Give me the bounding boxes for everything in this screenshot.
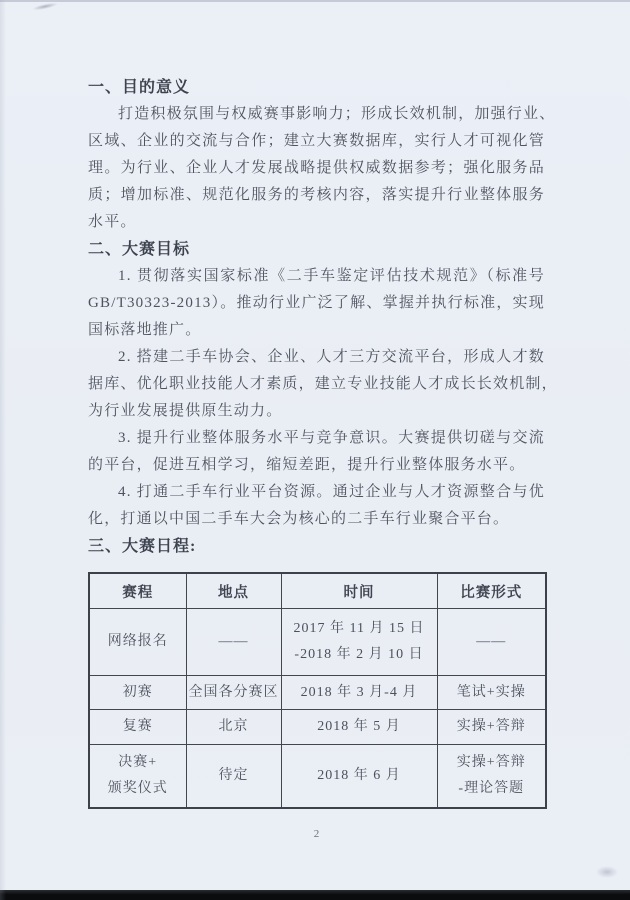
section-heading-purpose: 一、目的意义 (88, 79, 191, 96)
cell-stage: 复赛 (89, 710, 186, 745)
text-line: 理。为行业、企业人才发展战略提供权威数据参考；强化服务品 (88, 160, 545, 176)
text-line: 打造积极氛围与权威赛事影响力；形成长效机制，加强行业、 (118, 106, 556, 122)
cell-format: 实操+答辩 -理论答题 (437, 745, 546, 809)
cell-location: 待定 (186, 745, 281, 809)
text-line: 2. 搭建二手车协会、企业、人才三方交流平台，形成人才数 (118, 349, 545, 365)
text-line: 水平。 (88, 214, 137, 230)
cell-stage: 决赛+ 颁奖仪式 (89, 745, 186, 809)
cell-location: 全国各分赛区 (186, 676, 281, 710)
table-row-final (89, 745, 546, 809)
cell-time: 2018 年 3 月-4 月 (281, 676, 437, 710)
page-content (88, 74, 558, 841)
text-line: 据库、优化职业技能人才素质，建立专业技能人才成长长效机制， (88, 376, 558, 392)
cell-location: 北京 (186, 710, 281, 745)
text-line: 的平台，促进互相学习，缩短差距，提升行业整体服务水平。 (88, 457, 526, 473)
table-row-semifinal (89, 710, 546, 745)
text-line: GB/T30323-2013）。推动行业广泛了解、掌握并执行标准，实现 (88, 295, 545, 311)
cell-time: 2017 年 11 月 15 日 -2018 年 2 月 10 日 (281, 609, 437, 676)
cell-stage: 初赛 (89, 676, 186, 710)
text-line: 4. 打通二手车行业平台资源。通过企业与人才资源整合与优 (118, 484, 545, 500)
cell-format: —— (437, 609, 546, 676)
section-heading-schedule: 三、大赛日程: (88, 538, 197, 555)
table-row-registration (89, 609, 546, 676)
scan-edge-band (0, 890, 630, 900)
text-line: 3. 提升行业整体服务水平与竞争意识。大赛提供切磋与交流 (118, 430, 545, 446)
text-line: 质；增加标准、规范化服务的考核内容，落实提升行业整体服务 (88, 187, 545, 203)
page-number: 2 (313, 828, 320, 840)
cell-location: —— (186, 609, 281, 676)
text-line: 国标落地推广。 (88, 322, 202, 338)
scan-smudge (596, 866, 618, 878)
cell-time: 2018 年 6 月 (281, 745, 437, 809)
column-header-stage: 赛程 (89, 573, 186, 609)
cell-time: 2018 年 5 月 (281, 710, 437, 745)
schedule-table (88, 572, 547, 809)
text-line: 1. 贯彻落实国家标准《二手车鉴定评估技术规范》（标准号 (118, 268, 545, 284)
column-header-location: 地点 (186, 573, 281, 609)
cell-format: 实操+答辩 (437, 710, 546, 745)
cell-format: 笔试+实操 (437, 676, 546, 710)
scan-smudge (32, 1, 58, 11)
text-line: 化，打通以中国二手车大会为核心的二手车行业聚合平台。 (88, 511, 510, 527)
text-line: 区域、企业的交流与合作；建立大赛数据库，实行人才可视化管 (88, 133, 545, 149)
column-header-format: 比赛形式 (437, 573, 546, 609)
column-header-time: 时间 (281, 573, 437, 609)
cell-stage: 网络报名 (89, 609, 186, 676)
table-row-preliminary (89, 676, 546, 710)
text-line: 为行业发展提供原生动力。 (88, 403, 283, 419)
table-header-row (89, 573, 546, 609)
section-heading-goals: 二、大赛目标 (88, 241, 191, 258)
